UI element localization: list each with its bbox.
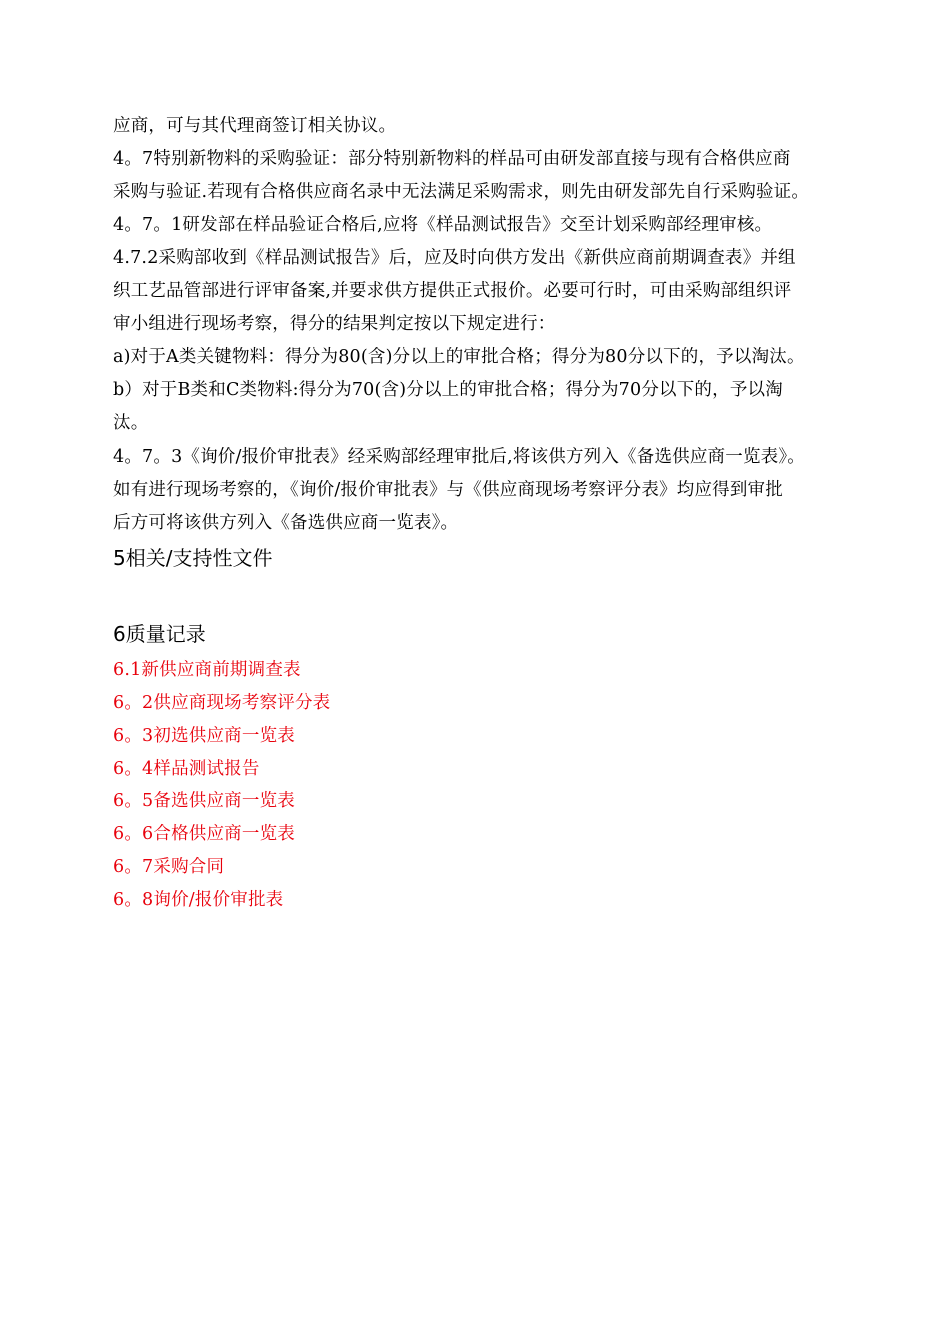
body-line: 4。7。1研发部在样品验证合格后,应将《样品测试报告》交至计划采购部经理审核。 <box>113 215 773 235</box>
quality-record-item: 6。8询价/报价审批表 <box>113 890 284 910</box>
body-line: a)对于A类关键物料：得分为80(含)分以上的审批合格；得分为80分以下的，予以淘汰。 <box>113 347 805 367</box>
body-line: b）对于B类和C类物料:得分为70(含)分以上的审批合格；得分为70分以下的，予以淘 <box>113 380 783 400</box>
quality-record-item: 6.1新供应商前期调查表 <box>113 660 301 680</box>
body-line: 采购与验证.若现有合格供应商名录中无法满足采购需求，则先由研发部先自行采购验证。 <box>113 182 810 202</box>
body-line: 4.7.2采购部收到《样品测试报告》后，应及时向供方发出《新供应商前期调查表》并组 <box>113 248 796 268</box>
body-line: 如有进行现场考察的，《询价/报价审批表》与《供应商现场考察评分表》均应得到审批 <box>113 480 783 500</box>
quality-record-item: 6。6合格供应商一览表 <box>113 824 295 844</box>
section-heading-quality-records: 6质量记录 <box>113 622 206 646</box>
section-heading-related-files: 5相关/支持性文件 <box>113 546 273 570</box>
body-line: 后方可将该供方列入《备选供应商一览表》。 <box>113 513 459 533</box>
body-line: 审小组进行现场考察，得分的结果判定按以下规定进行： <box>113 314 556 334</box>
quality-record-item: 6。4样品测试报告 <box>113 759 260 779</box>
body-line: 4。7。3《询价/报价审批表》经采购部经理审批后,将该供方列入《备选供应商一览表》。 <box>113 447 806 467</box>
body-line: 应商，可与其代理商签订相关协议。 <box>113 116 397 136</box>
body-line: 汰。 <box>113 413 149 433</box>
quality-record-item: 6。2供应商现场考察评分表 <box>113 693 331 713</box>
body-line: 织工艺品管部进行评审备案,并要求供方提供正式报价。必要可行时，可由采购部组织评 <box>113 281 792 301</box>
quality-record-item: 6。7采购合同 <box>113 857 225 877</box>
quality-record-item: 6。5备选供应商一览表 <box>113 791 295 811</box>
body-line: 4。7特别新物料的采购验证：部分特别新物料的样品可由研发部直接与现有合格供应商 <box>113 149 791 169</box>
quality-record-item: 6。3初选供应商一览表 <box>113 726 295 746</box>
